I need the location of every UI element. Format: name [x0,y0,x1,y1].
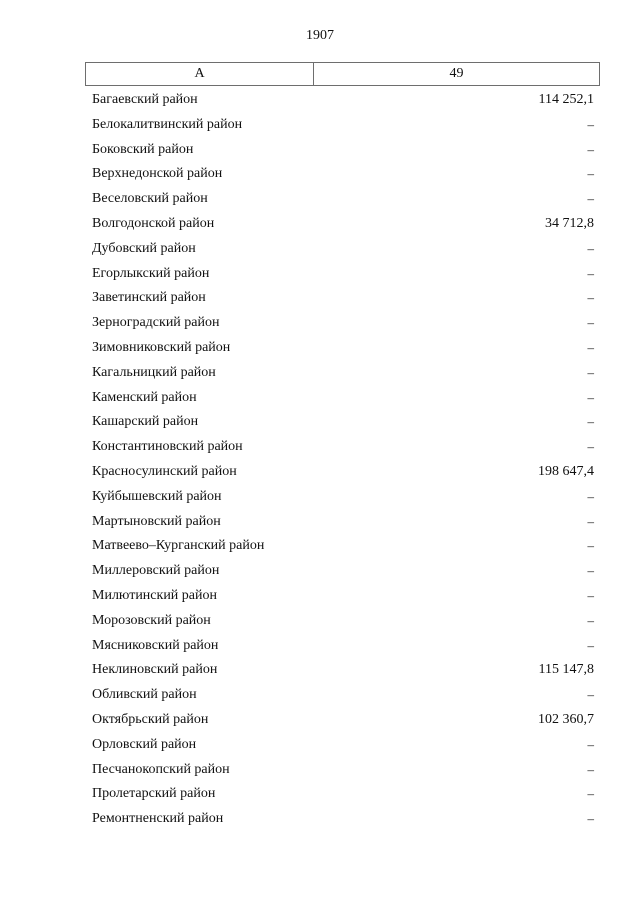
district-name: Зимовниковский район [92,339,231,355]
table-row [92,410,594,435]
table-row [92,138,594,163]
district-name: Дубовский район [92,240,196,256]
district-name: Милютинский район [92,587,218,603]
district-name: Орловский район [92,736,197,752]
table-row [92,386,594,411]
district-name: Веселовский район [92,191,208,207]
district-value: – [587,736,594,752]
column-header-a: А [86,63,314,85]
district-name: Мясниковский район [92,637,219,653]
district-value: 198 647,4 [538,463,594,479]
district-name: Обливский район [92,687,197,703]
table-row [92,286,594,311]
district-name: Ремонтненский район [92,811,224,827]
table-row [92,534,594,559]
table-row [92,658,594,683]
table-row [92,361,594,386]
district-value: – [587,538,594,554]
table-row [92,807,594,832]
table-row [92,88,594,113]
table-row [92,162,594,187]
district-value: – [587,513,594,529]
district-value: – [587,116,594,132]
district-name: Куйбышевский район [92,488,222,504]
district-name: Кашарский район [92,414,199,430]
district-name: Волгодонской район [92,215,215,231]
district-list [92,88,594,832]
table-row [92,485,594,510]
district-name: Пролетарский район [92,786,216,802]
district-value: – [587,439,594,455]
district-value: – [587,389,594,405]
table-row [92,634,594,659]
district-value: – [587,265,594,281]
district-name: Верхнедонской район [92,166,223,182]
district-name: Зерноградский район [92,315,220,331]
district-value: – [587,240,594,256]
district-value: – [587,191,594,207]
district-value: – [587,364,594,380]
district-value: – [587,587,594,603]
district-name: Морозовский район [92,612,211,628]
table-row [92,336,594,361]
table-row [92,311,594,336]
district-value: – [587,786,594,802]
district-name: Заветинский район [92,290,206,306]
column-header-49: 49 [449,66,464,81]
table-row [92,683,594,708]
district-name: Миллеровский район [92,563,220,579]
district-name: Боковский район [92,141,194,157]
district-value: – [587,339,594,355]
district-value: – [587,563,594,579]
district-name: Каменский район [92,389,197,405]
district-value: – [587,612,594,628]
table-row [92,758,594,783]
district-value: – [587,637,594,653]
table-row [92,584,594,609]
table-row [92,782,594,807]
district-value: – [587,315,594,331]
district-value: – [587,290,594,306]
district-name: Кагальницкий район [92,364,216,380]
district-value: – [587,761,594,777]
district-value: – [587,811,594,827]
district-value: – [587,141,594,157]
district-value: – [587,166,594,182]
district-name: Красносулинский район [92,463,237,479]
table-row [92,212,594,237]
table-row [92,559,594,584]
district-name: Константиновский район [92,439,243,455]
table-row [92,435,594,460]
page-number: 1907 [306,28,334,43]
district-value: 115 147,8 [538,662,594,678]
table-row [92,733,594,758]
table-row [92,113,594,138]
district-name: Егорлыкский район [92,265,210,281]
district-name: Песчанокопский район [92,761,230,777]
table-header [85,62,600,86]
table-row [92,708,594,733]
district-value: 114 252,1 [538,92,594,107]
district-name: Матвеево–Курганский район [92,538,265,554]
district-value: – [587,687,594,703]
district-name: Белокалитвинский район [92,116,243,132]
district-value: – [587,488,594,504]
table-row [92,609,594,634]
district-name: Багаевский район [92,92,198,107]
table-row [92,460,594,485]
table-row [92,510,594,535]
table-row [92,187,594,212]
district-name: Мартыновский район [92,513,221,529]
district-value: – [587,414,594,430]
district-value: 102 360,7 [538,711,594,727]
table-row [92,237,594,262]
district-name: Неклиновский район [92,662,218,678]
district-value: 34 712,8 [545,215,594,231]
district-name: Октябрьский район [92,711,209,727]
table-row [92,262,594,287]
